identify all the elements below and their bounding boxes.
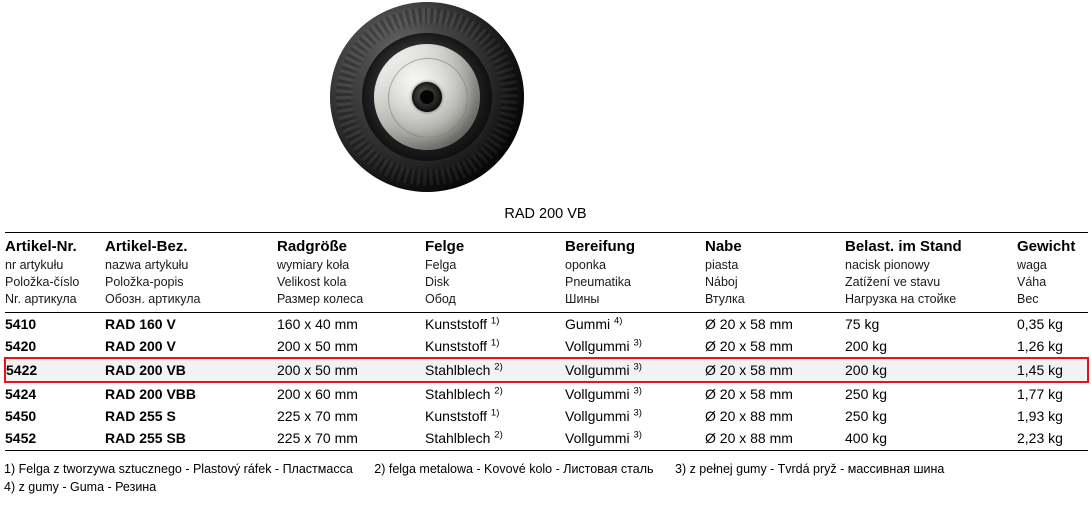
col-subheader-ru-6: Втулка	[705, 291, 845, 313]
cell-bereifung	[565, 335, 705, 358]
col-subheader-ru-2: Обозн. артикула	[105, 291, 277, 313]
cell-felge	[425, 405, 565, 427]
cell-bereifung-value: Vollgummi	[565, 408, 630, 425]
footnote-4: 4) z gumy - Guma - Резина	[4, 479, 157, 494]
cell-bereifung-value: Vollgummi	[565, 386, 630, 403]
col-subheader-cz-5: Pneumatika	[565, 275, 632, 289]
col-subheader-ru-5: Шины	[565, 291, 705, 313]
cell-felge-footnote-ref: 2)	[494, 361, 503, 373]
cell-bereifung	[565, 405, 705, 427]
cell-artikel-nr: 5410	[5, 316, 37, 332]
col-header-radgroesse: Radgröße	[277, 233, 425, 258]
col-subheader-cz-3: Velikost kola	[277, 275, 347, 289]
footnote-line-1	[4, 460, 1091, 478]
cell-felge-footnote-ref: 1)	[490, 407, 500, 419]
cell-artikel-nr: 5424	[5, 386, 37, 403]
col-subheader-pl-1: nr artykułu	[5, 258, 64, 272]
cell-felge-value: Stahlblech	[425, 362, 491, 379]
tire-icon	[330, 2, 524, 192]
table-row[interactable]	[5, 335, 1088, 358]
cell-bereifung-footnote-ref: 3)	[633, 407, 642, 419]
cell-gewicht: 0,35 kg	[1017, 316, 1063, 332]
cell-bereifung-value: Gummi	[565, 316, 611, 332]
cell-gewicht: 1,45 kg	[1017, 358, 1088, 382]
cell-artikel-bez: RAD 200 VB	[105, 358, 277, 382]
cell-radgroesse: 160 x 40 mm	[277, 316, 358, 332]
cell-felge-footnote-ref: 1)	[490, 337, 500, 349]
table-row[interactable]	[5, 313, 1088, 336]
col-header-gewicht: Gewicht	[1017, 233, 1088, 258]
col-header-belastung: Belast. im Stand	[845, 233, 1017, 258]
cell-felge	[425, 382, 565, 405]
cell-felge-footnote-ref: 2)	[494, 385, 503, 397]
cell-radgroesse: 225 x 70 mm	[277, 427, 425, 450]
col-subheader-cz-4: Disk	[425, 275, 450, 289]
cell-artikel-nr: 5422	[5, 358, 105, 382]
hub-icon	[412, 82, 442, 112]
cell-radgroesse: 200 x 60 mm	[277, 386, 358, 403]
cell-felge-value: Stahlblech	[425, 386, 491, 403]
footnote-line-2	[4, 478, 1091, 496]
table-row[interactable]	[5, 405, 1088, 427]
col-subheader-pl-7: nacisk pionowy	[845, 258, 930, 272]
col-subheader-cz-6: Náboj	[705, 275, 738, 289]
cell-nabe: Ø 20 x 58 mm	[705, 386, 793, 403]
footnote-2: 2) felga metalowa - Kovové kolo - Листовая сталь	[374, 461, 654, 476]
cell-bereifung-footnote-ref: 3)	[633, 361, 642, 373]
cell-belastung: 250 kg	[845, 408, 888, 425]
cell-gewicht: 1,26 kg	[1017, 338, 1063, 355]
col-header-bereifung: Bereifung	[565, 233, 705, 258]
cell-bereifung	[565, 313, 705, 336]
col-subheader-pl-6: piasta	[705, 258, 739, 272]
cell-felge-value: Kunststoff	[425, 408, 488, 425]
cell-felge-value: Kunststoff	[425, 316, 488, 332]
col-subheader-ru-4: Обод	[425, 291, 565, 313]
footnote-1: 1) Felga z tworzywa sztucznego - Plastový ráfek - Пластмасса	[4, 461, 353, 476]
cell-belastung: 75 kg	[845, 316, 880, 332]
table-header-row-cz	[5, 274, 1088, 291]
cell-artikel-nr: 5420	[5, 338, 37, 355]
col-subheader-cz-7: Zatížení ve stavu	[845, 275, 941, 289]
cell-belastung: 250 kg	[845, 386, 888, 403]
cell-nabe: Ø 20 x 58 mm	[705, 338, 793, 355]
cell-belastung: 400 kg	[845, 427, 1017, 450]
col-header-nabe: Nabe	[705, 233, 845, 258]
col-subheader-cz-8: Váha	[1017, 275, 1047, 289]
footnotes	[4, 460, 1091, 496]
cell-felge	[425, 427, 565, 450]
cell-felge-footnote-ref: 1)	[490, 315, 500, 327]
cell-nabe: Ø 20 x 58 mm	[705, 316, 793, 332]
cell-radgroesse: 200 x 50 mm	[277, 338, 358, 355]
cell-bereifung-value: Vollgummi	[565, 362, 630, 379]
cell-gewicht: 1,93 kg	[1017, 408, 1063, 425]
cell-bereifung-value: Vollgummi	[565, 430, 630, 447]
col-subheader-pl-4: Felga	[425, 258, 457, 272]
cell-radgroesse: 200 x 50 mm	[277, 358, 425, 382]
cell-felge	[425, 313, 565, 336]
col-subheader-pl-5: oponka	[565, 258, 607, 272]
cell-radgroesse: 225 x 70 mm	[277, 408, 358, 425]
cell-nabe: Ø 20 x 58 mm	[705, 358, 845, 382]
col-subheader-ru-7: Нагрузка на стойке	[845, 291, 1017, 313]
cell-bereifung-value: Vollgummi	[565, 338, 630, 355]
cell-nabe: Ø 20 x 88 mm	[705, 408, 793, 425]
cell-artikel-bez: RAD 200 V	[105, 338, 176, 355]
hub-bore	[420, 90, 434, 104]
cell-artikel-bez: RAD 255 SB	[105, 427, 277, 450]
col-subheader-cz-2: Položka-popis	[105, 275, 184, 289]
cell-belastung: 200 kg	[845, 358, 1017, 382]
table-header-row-ru	[5, 291, 1088, 313]
col-subheader-pl-3: wymiary koła	[277, 258, 350, 272]
wheel-photo	[330, 2, 530, 192]
cell-bereifung	[565, 427, 705, 450]
cell-bereifung-footnote-ref: 3)	[633, 385, 642, 397]
col-header-artikel-nr: Artikel-Nr.	[5, 233, 105, 258]
cell-felge	[425, 358, 565, 382]
cell-gewicht: 2,23 kg	[1017, 427, 1088, 450]
table-row[interactable]	[5, 427, 1088, 450]
cell-felge	[425, 335, 565, 358]
col-header-artikel-bez: Artikel-Bez.	[105, 233, 277, 258]
rim-icon	[374, 44, 480, 150]
cell-artikel-bez: RAD 200 VBB	[105, 386, 197, 403]
cell-bereifung	[565, 358, 705, 382]
col-subheader-ru-3: Размер колеса	[277, 291, 425, 313]
cell-felge-value: Stahlblech	[425, 430, 491, 447]
cell-artikel-bez: RAD 160 V	[105, 316, 176, 332]
table-row[interactable]	[5, 382, 1088, 405]
cell-felge-footnote-ref: 2)	[494, 429, 503, 441]
specification-table	[4, 232, 1089, 451]
table-row-selected[interactable]	[5, 358, 1088, 382]
table-header-row-de	[5, 233, 1088, 258]
cell-artikel-nr: 5450	[5, 408, 37, 425]
product-caption	[0, 206, 1091, 222]
cell-artikel-nr: 5452	[5, 427, 105, 450]
cell-bereifung-footnote-ref: 3)	[633, 337, 642, 349]
cell-artikel-bez: RAD 255 S	[105, 408, 176, 425]
col-subheader-pl-8: waga	[1017, 258, 1047, 272]
col-subheader-pl-2: nazwa artykułu	[105, 258, 189, 272]
col-subheader-ru-8: Вес	[1017, 291, 1088, 313]
cell-belastung: 200 kg	[845, 338, 888, 355]
col-subheader-cz-1: Položka-číslo	[5, 275, 80, 289]
cell-bereifung	[565, 382, 705, 405]
col-header-felge: Felge	[425, 233, 565, 258]
table-header-row-pl	[5, 257, 1088, 274]
product-caption-text: RAD 200 VB	[504, 206, 587, 222]
cell-felge-value: Kunststoff	[425, 338, 488, 355]
footnote-3: 3) z pełnej gumy - Tvrdá pryž - массивная шина	[675, 461, 945, 476]
product-image-area	[0, 0, 1091, 232]
col-subheader-ru-1: Nr. артикула	[5, 291, 105, 313]
cell-bereifung-footnote-ref: 3)	[633, 429, 642, 441]
cell-gewicht: 1,77 kg	[1017, 386, 1063, 403]
cell-nabe: Ø 20 x 88 mm	[705, 427, 845, 450]
cell-bereifung-footnote-ref: 4)	[614, 315, 623, 327]
